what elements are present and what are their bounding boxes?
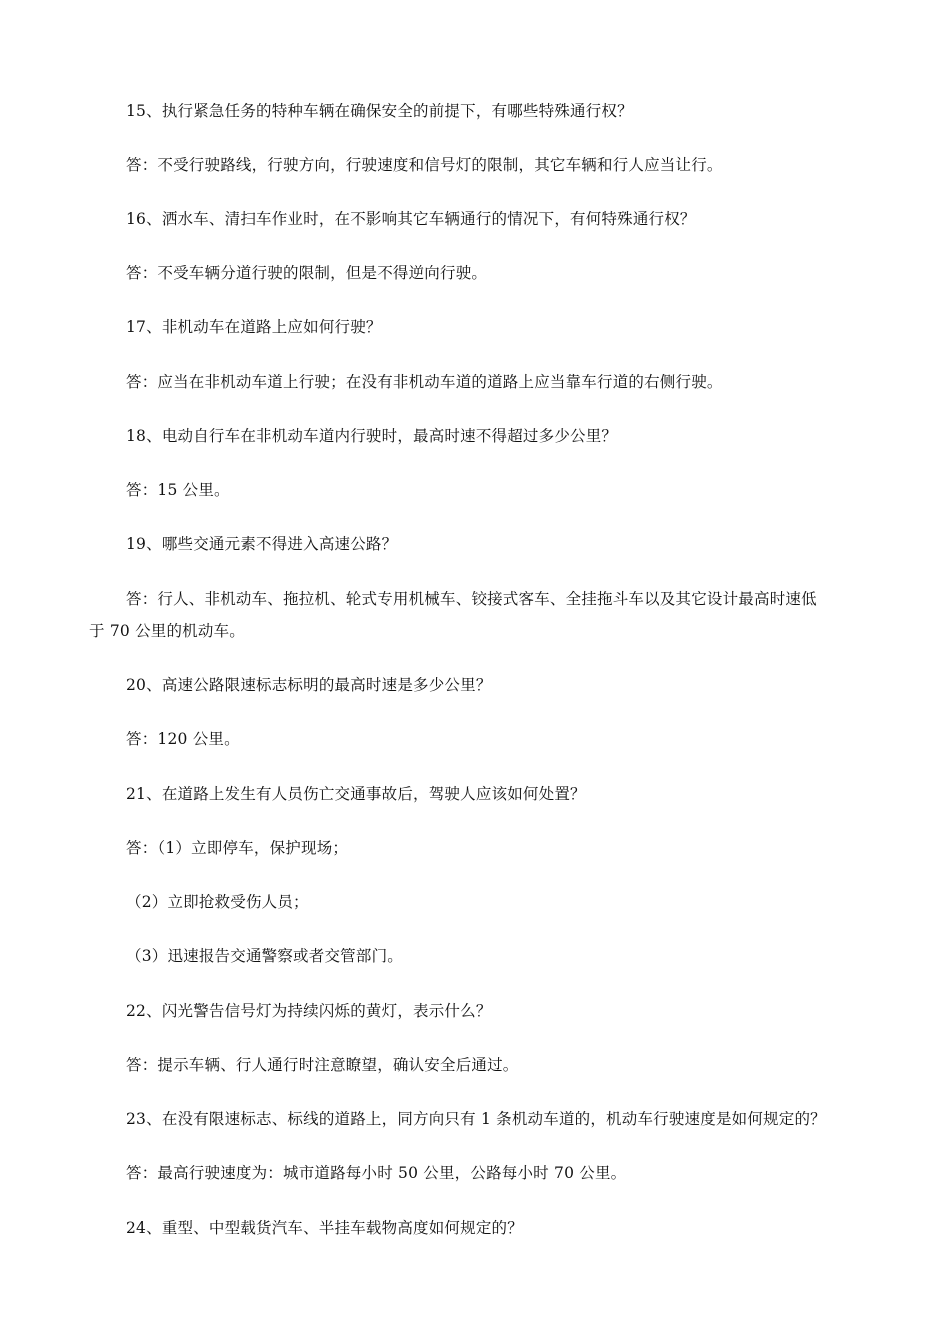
answer-19-line-2: 于 70 公里的机动车。 xyxy=(89,622,245,640)
answer-21-step-1: 答：（1）立即停车，保护现场； xyxy=(126,839,349,857)
question-22: 22、闪光警告信号灯为持续闪烁的黄灯，表示什么？ xyxy=(126,1002,492,1020)
answer-16: 答：不受车辆分道行驶的限制，但是不得逆向行驶。 xyxy=(126,264,488,282)
question-15: 15、执行紧急任务的特种车辆在确保安全的前提下，有哪些特殊通行权？ xyxy=(126,102,633,120)
question-17: 17、非机动车在道路上应如何行驶？ xyxy=(126,318,382,336)
answer-20: 答：120 公里。 xyxy=(126,730,240,748)
question-19: 19、哪些交通元素不得进入高速公路？ xyxy=(126,535,398,553)
question-21: 21、在道路上发生有人员伤亡交通事故后，驾驶人应该如何处置？ xyxy=(126,785,586,803)
question-24: 24、重型、中型载货汽车、半挂车载物高度如何规定的？ xyxy=(126,1219,523,1237)
answer-22: 答：提示车辆、行人通行时注意瞭望，确认安全后通过。 xyxy=(126,1056,519,1074)
question-20: 20、高速公路限速标志标明的最高时速是多少公里？ xyxy=(126,676,492,694)
question-23: 23、在没有限速标志、标线的道路上，同方向只有 1 条机动车道的，机动车行驶速度是如何规定的？ xyxy=(126,1110,826,1128)
question-16: 16、洒水车、清扫车作业时，在不影响其它车辆通行的情况下，有何特殊通行权？ xyxy=(126,210,696,228)
answer-17: 答：应当在非机动车道上行驶；在没有非机动车道的道路上应当靠车行道的右侧行驶。 xyxy=(126,373,723,391)
answer-15: 答：不受行驶路线，行驶方向，行驶速度和信号灯的限制，其它车辆和行人应当让行。 xyxy=(126,156,723,174)
question-18: 18、电动自行车在非机动车道内行驶时，最高时速不得超过多少公里？ xyxy=(126,427,618,445)
answer-21-step-3: （3）迅速报告交通警察或者交管部门。 xyxy=(126,947,403,965)
answer-19-line-1: 答：行人、非机动车、拖拉机、轮式专用机械车、铰接式客车、全挂拖斗车以及其它设计最高时速低 xyxy=(126,590,817,608)
answer-21-step-2: （2）立即抢救受伤人员； xyxy=(126,893,309,911)
answer-23: 答：最高行驶速度为：城市道路每小时 50 公里，公路每小时 70 公里。 xyxy=(126,1164,627,1182)
answer-18: 答：15 公里。 xyxy=(126,481,230,499)
